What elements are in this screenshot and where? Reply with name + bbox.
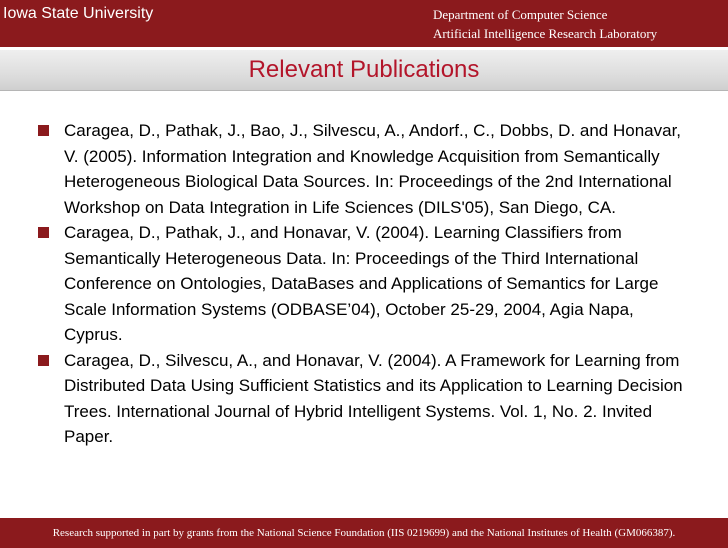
publication-text: Caragea, D., Pathak, J., Bao, J., Silvescu, A., Andorf., C., Dobbs, D. and Honavar, V. (2005). Information Integration and Knowledge Acquisition from Semantically Heterogeneous Biological Data Sources. In: Proceedings of the 2nd International Workshop on Data Integration in Life Sciences (DILS'05), San Diego, CA. [64,121,682,217]
footer-bar [0,518,728,548]
university-name: Iowa State University [3,5,154,22]
slide-title: Relevant Publications [248,56,480,83]
department-line-1: Department of Computer Science [433,7,608,22]
list-item [28,118,696,220]
list-item [28,348,696,450]
header-bar [0,0,728,47]
publication-list [28,118,696,450]
list-item [28,220,696,348]
publication-text: Caragea, D., Silvescu, A., and Honavar, V. (2004). A Framework for Learning from Distributed Data Using Sufficient Statistics and its Application to Learning Decision Trees. International Journal of Hybrid Intelligent Systems. Vol. 1, No. 2. Invited Paper. [64,350,683,446]
department-line-2: Artificial Intelligence Research Laboratory [433,26,658,41]
funding-note: Research supported in part by grants from the National Science Foundation (IIS 0219699) and the National Institutes of Health (GM066387). [52,527,676,539]
square-bullet-icon [38,355,49,366]
department-block [433,5,657,43]
square-bullet-icon [38,227,49,238]
publication-text: Caragea, D., Pathak, J., and Honavar, V. (2004). Learning Classifiers from Semantically Heterogeneous Data. In: Proceedings of the Third International Conference on Ontologies, DataBases and Applications of Semantics for Large Scale Information Systems (ODBASE’04), October 25-29, 2004, Agia Napa, Cyprus. [64,223,659,344]
title-bar [0,50,728,91]
square-bullet-icon [38,125,49,136]
